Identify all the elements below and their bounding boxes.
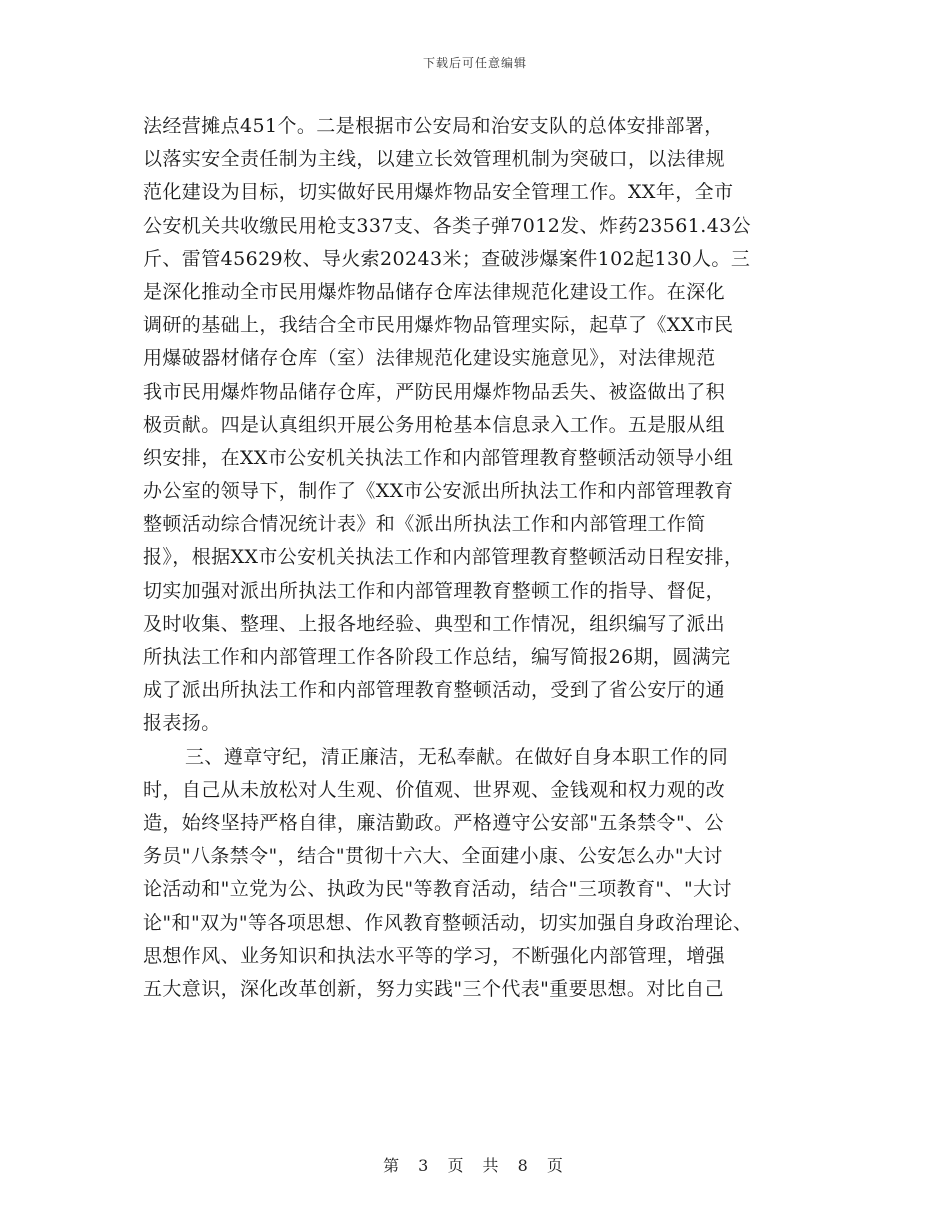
text-line: 五大意识，深化改革创新，努力实践"三个代表"重要思想。对比自己 <box>143 977 724 1000</box>
text-line: 法经营摊点451个。二是根据市公安局和治安支队的总体安排部署， <box>143 115 724 137</box>
text-line: 调研的基础上，我结合全市民用爆炸物品管理实际，起草了《XX市民 <box>143 314 734 337</box>
page-number: 第 3 页 共 8 页 <box>383 1156 567 1175</box>
text-line: 公安机关共收缴民用枪支337支、各类子弹7012发、炸药23561.43公 <box>143 214 752 237</box>
text-line: 论活动和"立党为公、执政为民"等教育活动，结合"三项教育"、"大讨 <box>143 878 732 901</box>
text-line: 所执法工作和内部管理工作各阶段工作总结，编写简报26期，圆满完 <box>143 646 731 668</box>
text-line: 务员"八条禁令"，结合"贯彻十六大、全面建小康、公安怎么办"大讨 <box>143 845 723 868</box>
text-line: 办公室的领导下，制作了《XX市公安派出所执法工作和内部管理教育 <box>143 480 734 503</box>
text-line: 造，始终坚持严格自律，廉洁勤政。严格遵守公安部"五条禁令"、公 <box>143 811 724 834</box>
text-line: 论"和"双为"等各项思想、作风教育整顿活动，切实加强自身政治理论、 <box>143 911 753 934</box>
text-line: 切实加强对派出所执法工作和内部管理教育整顿工作的指导、督促， <box>143 579 726 602</box>
text-line: 报表扬。 <box>143 712 221 735</box>
text-line: 以落实安全责任制为主线，以建立长效管理机制为突破口，以法律规 <box>143 148 726 171</box>
text-line: 范化建设为目标，切实做好民用爆炸物品安全管理工作。XX年，全市 <box>143 181 734 204</box>
text-line: 时，自己从未放松对人生观、价值观、世界观、金钱观和权力观的改 <box>143 778 726 801</box>
text-line: 斤、雷管45629枚、导火索20243米；查破涉爆案件102起130人。三 <box>143 247 751 270</box>
text-line: 织安排，在XX市公安机关执法工作和内部管理教育整顿活动领导小组 <box>143 446 734 469</box>
page-header: 下载后可任意编辑 <box>422 56 527 70</box>
section-heading-line: 三、遵章守纪，清正廉洁，无私奉献。在做好自身本职工作的同 <box>185 745 729 768</box>
text-line: 思想作风、业务知识和执法水平等的学习，不断强化内部管理，增强 <box>143 944 726 967</box>
text-line: 成了派出所执法工作和内部管理教育整顿活动，受到了省公安厅的通 <box>143 679 726 702</box>
text-line: 是深化推动全市民用爆炸物品储存仓库法律规范化建设工作。在深化 <box>143 280 726 303</box>
document-body <box>143 110 823 1006</box>
text-line: 报》，根据XX市公安机关执法工作和内部管理教育整顿活动日程安排， <box>143 546 744 569</box>
text-line: 整顿活动综合情况统计表》和《派出所执法工作和内部管理工作简 <box>143 513 706 536</box>
text-line: 及时收集、整理、上报各地经验、典型和工作情况，组织编写了派出 <box>143 612 726 635</box>
text-line: 极贡献。四是认真组织开展公务用枪基本信息录入工作。五是服从组 <box>143 413 726 436</box>
text-line: 我市民用爆炸物品储存仓库，严防民用爆炸物品丢失、被盗做出了积 <box>143 380 726 403</box>
text-line: 用爆破器材储存仓库（室）法律规范化建设实施意见》，对法律规范 <box>143 347 716 370</box>
